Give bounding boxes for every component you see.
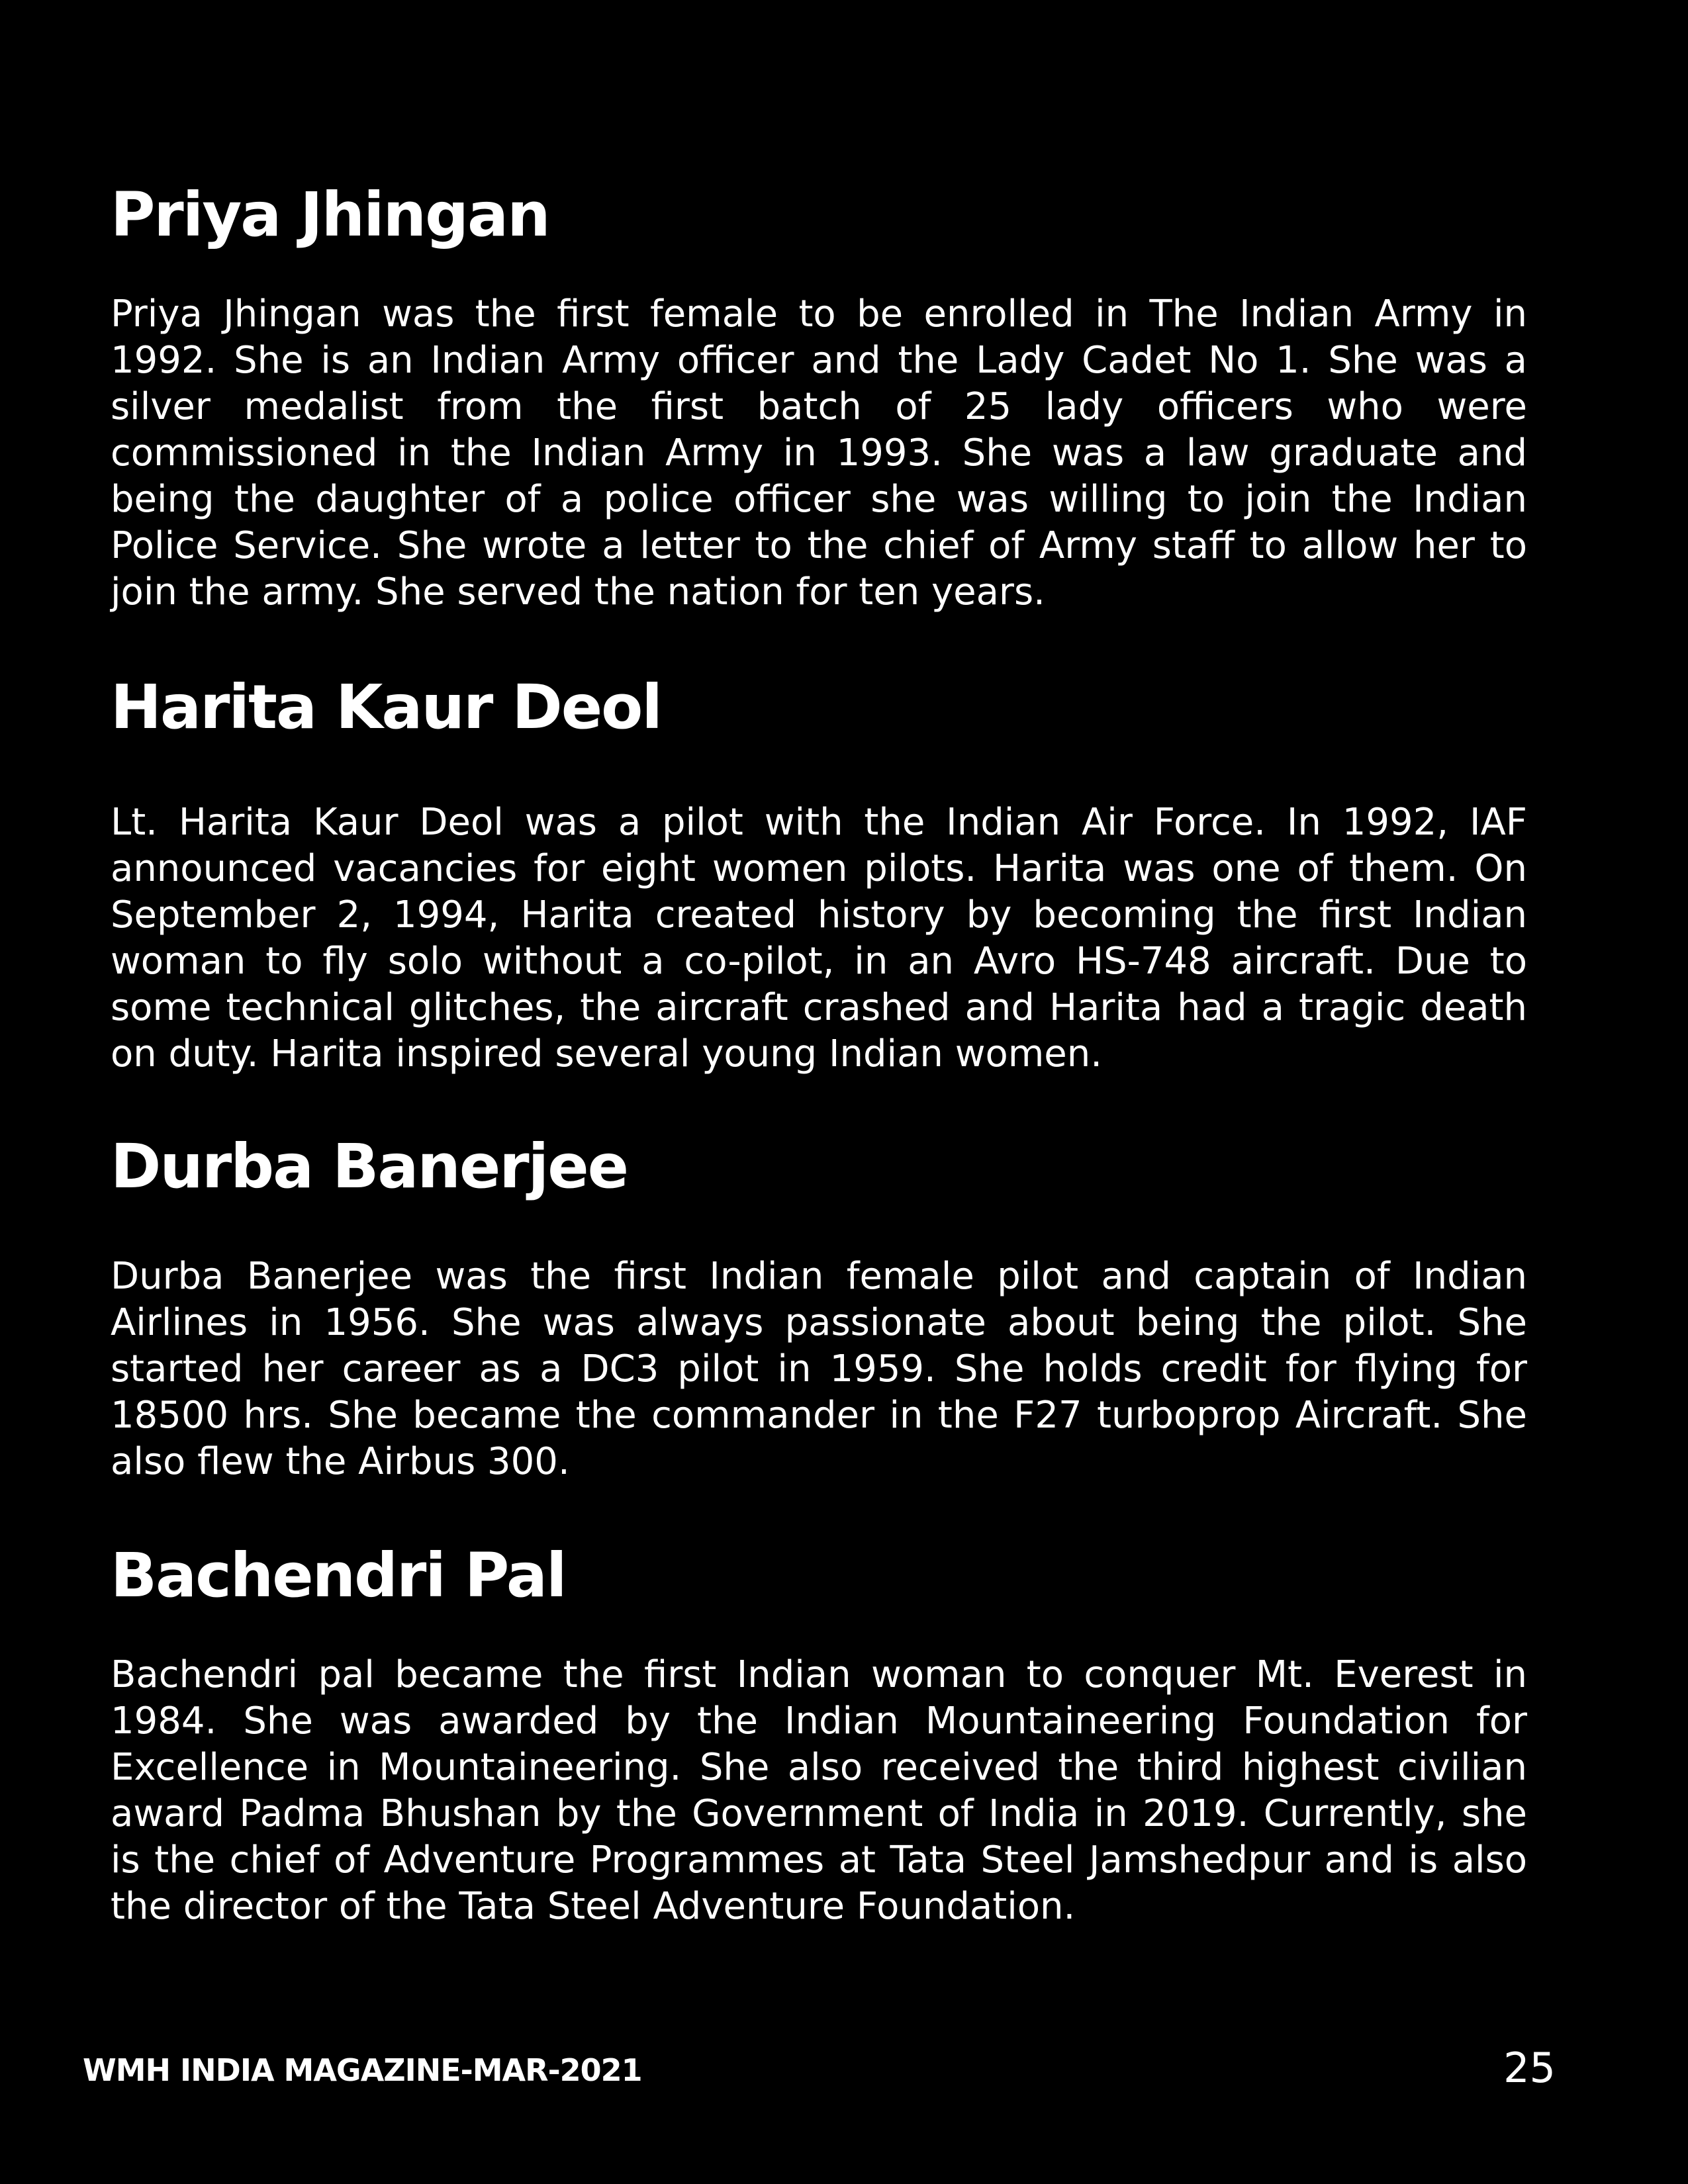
page-number: 25 xyxy=(1503,2044,1556,2092)
section-body-durba-banerjee: Durba Banerjee was the first Indian female pilot and captain of Indian Airlines in 1956. She was always passionate about being the pilot. She started her career as a DC3 pilot in 1959. She holds credit for flying for 18500 hrs. She became the commander in the F27 turboprop Aircraft. She also flew the Airbus 300. xyxy=(111,1255,1527,1483)
section-title-durba-banerjee: Durba Banerjee xyxy=(111,1131,628,1202)
section-body-priya-jhingan: Priya Jhingan was the first female to be enrolled in The Indian Army in 1992. She is an Indian Army officer and the Lady Cadet No 1. She was a silver medalist from the first batch of 25 lady officers who were commissioned in the Indian Army in 1993. She was a law graduate and being the daughter of a police officer she was willing to join the Indian Police Service. She wrote a letter to the chief of Army staff to allow her to join the army. She served the nation for ten years. xyxy=(111,293,1527,614)
section-title-bachendri-pal: Bachendri Pal xyxy=(111,1540,566,1611)
footer-publication: WMH INDIA MAGAZINE-MAR-2021 xyxy=(83,2052,642,2088)
article-content xyxy=(111,179,1527,1930)
section-title-harita-kaur-deol: Harita Kaur Deol xyxy=(111,672,661,743)
section-body-harita-kaur-deol: Lt. Harita Kaur Deol was a pilot with the Indian Air Force. In 1992, IAF announced vacancies for eight women pilots. Harita was one of them. On September 2, 1994, Harita created history by becoming the first Indian woman to fly solo without a co-pilot, in an Avro HS-748 aircraft. Due to some technical glitches, the aircraft crashed and Harita had a tragic death on duty. Harita inspired several young Indian women. xyxy=(111,801,1527,1075)
section-body-bachendri-pal: Bachendri pal became the first Indian woman to conquer Mt. Everest in 1984. She was awarded by the Indian Mountaineering Foundation for Excellence in Mountaineering. She also received the third highest civilian award Padma Bhushan by the Government of India in 2019. Currently, she is the chief of Adventure Programmes at Tata Steel Jamshedpur and is also the director of the Tata Steel Adventure Foundation. xyxy=(111,1653,1527,1928)
section-title-priya-jhingan: Priya Jhingan xyxy=(111,179,549,250)
